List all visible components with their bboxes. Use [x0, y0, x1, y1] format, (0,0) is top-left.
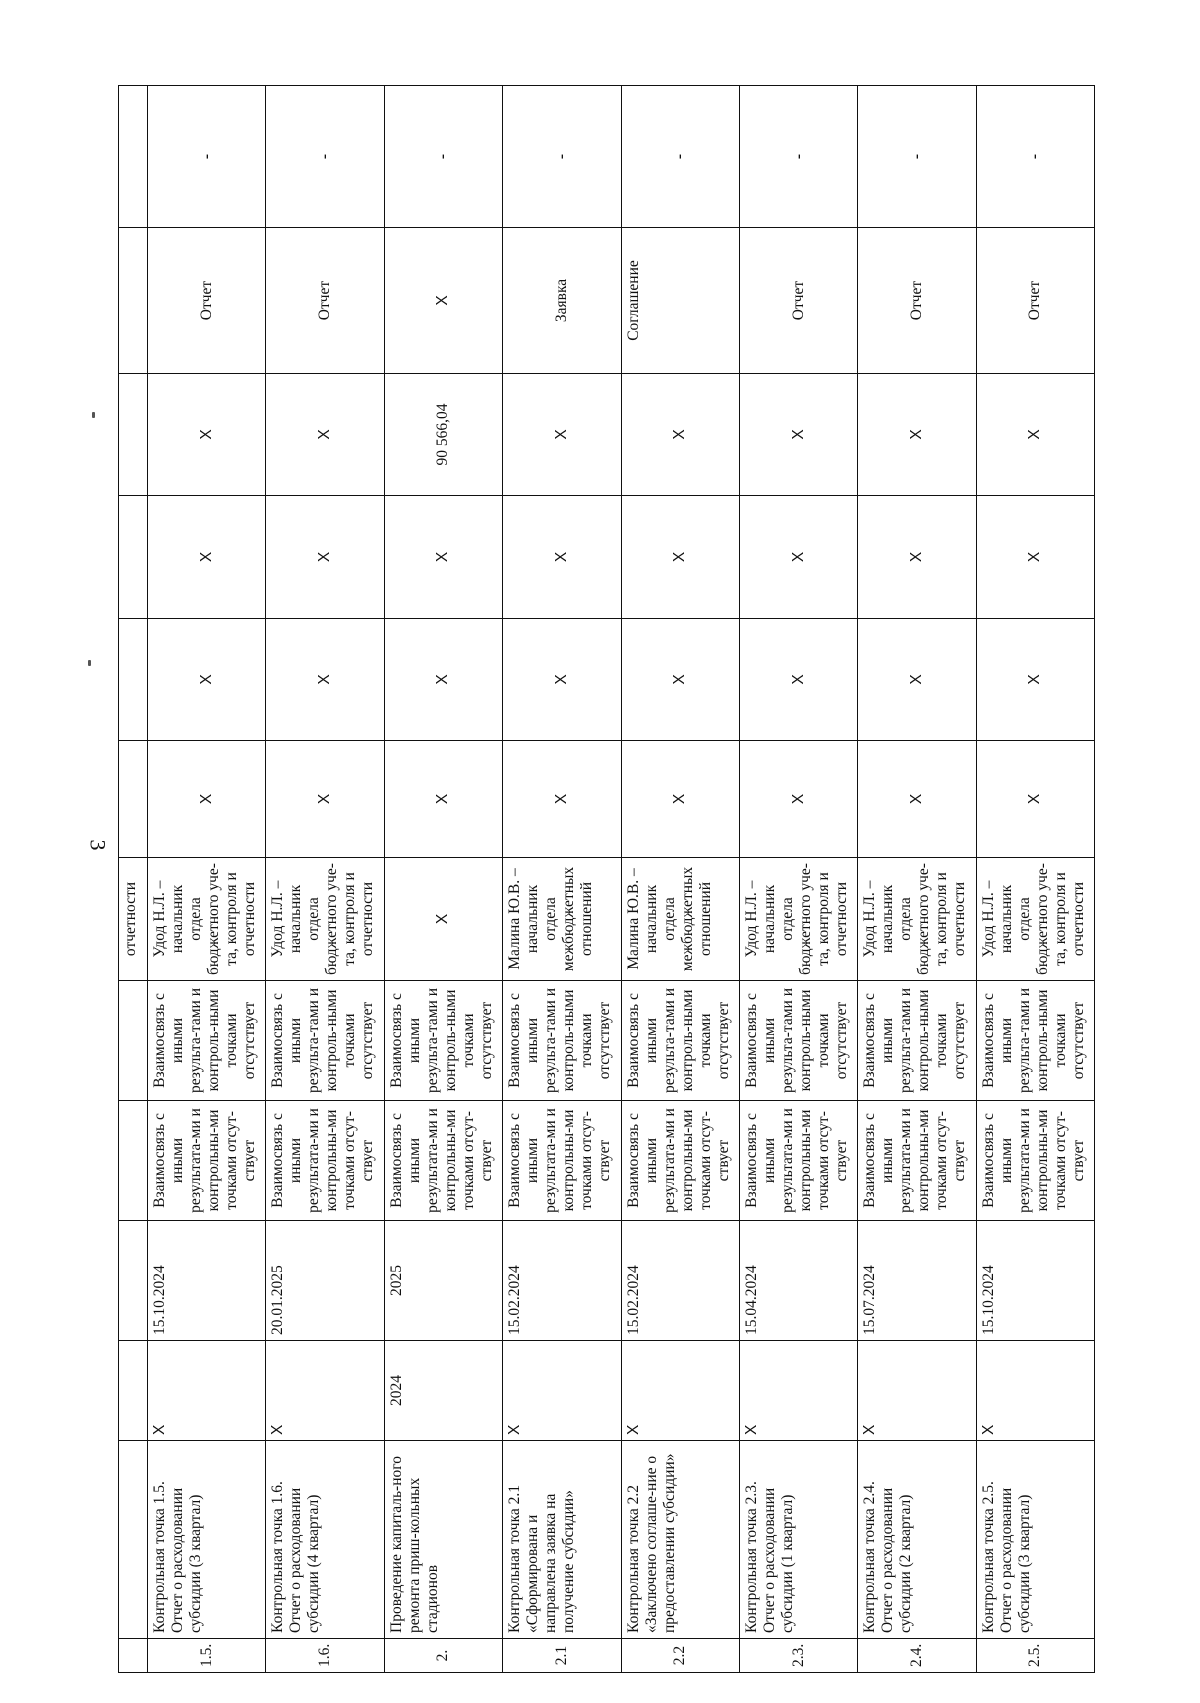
document-type: Заявка [503, 228, 621, 374]
table-row [266, 86, 384, 1673]
row-number: 2.1 [503, 1639, 621, 1673]
value-cell-2: X [858, 619, 976, 741]
last-cell: - [976, 86, 1094, 228]
end-date: 20.01.2025 [266, 1221, 384, 1341]
table-row [148, 86, 266, 1673]
link-next: Взаимосвязь с иными результа-тами и контроль-ными точками отсутствует [858, 981, 976, 1101]
start-date: X [621, 1341, 739, 1441]
start-date: X [976, 1341, 1094, 1441]
responsible-person: Удод Н.Л. – начальник отдела бюджетного уче-та, контроля и отчетности [148, 858, 266, 981]
start-date: 2024 [384, 1341, 502, 1441]
responsible-person: Удод Н.Л. – начальник отдела бюджетного уче-та, контроля и отчетности [739, 858, 857, 981]
responsible-person: X [384, 858, 502, 981]
value-cell-1: X [858, 741, 976, 858]
row-name: Контрольная точка 2.1 «Сформирована и направлена заявка на получение субсидии» [503, 1441, 621, 1639]
document-type: Отчет [858, 228, 976, 374]
responsible-person: Удод Н.Л. – начальник отдела бюджетного уче-та, контроля и отчетности [858, 858, 976, 981]
empty-cell [119, 741, 148, 858]
start-date: X [266, 1341, 384, 1441]
value-cell-2: X [621, 619, 739, 741]
empty-cell [119, 86, 148, 228]
responsible-person: Малина Ю.В. – начальник отдела межбюджетных отношений [621, 858, 739, 981]
link-next: Взаимосвязь с иными результа-тами и контроль-ными точками отсутствует [621, 981, 739, 1101]
value-cell-3: X [384, 496, 502, 619]
link-next: Взаимосвязь с иными результа-тами и контроль-ными точками отсутствует [739, 981, 857, 1101]
value-cell-4: X [858, 374, 976, 496]
link-next: Взаимосвязь с иными результа-тами и контроль-ными точками отсутствует [976, 981, 1094, 1101]
last-cell: - [148, 86, 266, 228]
value-cell-1: X [621, 741, 739, 858]
link-next: Взаимосвязь с иными результа-тами и контроль-ными точками отсутствует [266, 981, 384, 1101]
document-type: Отчет [266, 228, 384, 374]
table-row [384, 86, 502, 1673]
value-cell-4: X [621, 374, 739, 496]
responsible-person: Удод Н.Л. – начальник отдела бюджетного уче-та, контроля и отчетности [976, 858, 1094, 981]
value-cell-3: X [148, 496, 266, 619]
table-row [621, 86, 739, 1673]
end-date: 15.07.2024 [858, 1221, 976, 1341]
last-cell: - [503, 86, 621, 228]
start-date: X [858, 1341, 976, 1441]
row-number: 1.5. [148, 1639, 266, 1673]
row-number: 2.2 [621, 1639, 739, 1673]
row-name: Контрольная точка 2.3. Отчет о расходовании субсидии (1 квартал) [739, 1441, 857, 1639]
value-cell-1: X [976, 741, 1094, 858]
empty-cell [119, 1639, 148, 1673]
link-previous: Взаимосвязь с иными результата-ми и контрольны-ми точками отсут-ствует [503, 1101, 621, 1221]
last-cell: - [739, 86, 857, 228]
link-previous: Взаимосвязь с иными результата-ми и контрольны-ми точками отсут-ствует [621, 1101, 739, 1221]
end-date: 15.10.2024 [148, 1221, 266, 1341]
value-cell-4: X [739, 374, 857, 496]
value-cell-3: X [739, 496, 857, 619]
link-next: Взаимосвязь с иными результа-тами и контроль-ными точками отсутствует [384, 981, 502, 1101]
value-cell-2: X [148, 619, 266, 741]
row-name: Контрольная точка 2.5. Отчет о расходовании субсидии (3 квартал) [976, 1441, 1094, 1639]
empty-cell [119, 374, 148, 496]
end-date: 15.04.2024 [739, 1221, 857, 1341]
empty-cell [119, 1341, 148, 1441]
document-type: Отчет [976, 228, 1094, 374]
empty-cell [119, 981, 148, 1101]
page-number: 3 [85, 839, 111, 851]
end-date: 15.02.2024 [621, 1221, 739, 1341]
row-name: Контрольная точка 2.4. Отчет о расходовании субсидии (2 квартал) [858, 1441, 976, 1639]
empty-cell [119, 228, 148, 374]
row-name: Проведение капиталь-ного ремонта приш-кольных стадионов [384, 1441, 502, 1639]
responsible-continuation: отчетности [119, 858, 148, 981]
document-type: Соглашение [621, 228, 739, 374]
value-cell-1: X [384, 741, 502, 858]
link-previous: Взаимосвязь с иными результата-ми и контрольны-ми точками отсут-ствует [858, 1101, 976, 1221]
value-cell-4: 90 566,04 [384, 374, 502, 496]
empty-cell [119, 1101, 148, 1221]
last-cell: - [266, 86, 384, 228]
row-number: 2.4. [858, 1639, 976, 1673]
link-previous: Взаимосвязь с иными результата-ми и контрольны-ми точками отсут-ствует [739, 1101, 857, 1221]
link-next: Взаимосвязь с иными результа-тами и контроль-ными точками отсутствует [503, 981, 621, 1101]
link-previous: Взаимосвязь с иными результата-ми и контрольны-ми точками отсут-ствует [148, 1101, 266, 1221]
empty-cell [119, 619, 148, 741]
value-cell-3: X [858, 496, 976, 619]
value-cell-4: X [976, 374, 1094, 496]
link-previous: Взаимосвязь с иными результата-ми и контрольны-ми точками отсут-ствует [976, 1101, 1094, 1221]
value-cell-4: X [266, 374, 384, 496]
link-previous: Взаимосвязь с иными результата-ми и контрольны-ми точками отсут-ствует [266, 1101, 384, 1221]
document-type: Отчет [739, 228, 857, 374]
start-date: X [148, 1341, 266, 1441]
responsible-person: Малина Ю.В. – начальник отдела межбюджетных отношений [503, 858, 621, 981]
row-number: 2. [384, 1639, 502, 1673]
value-cell-3: X [976, 496, 1094, 619]
row-name: Контрольная точка 1.6. Отчет о расходовании субсидии (4 квартал) [266, 1441, 384, 1639]
table-row [503, 86, 621, 1673]
end-date: 2025 [384, 1221, 502, 1341]
rotated-table-container [118, 86, 1095, 1673]
value-cell-4: X [503, 374, 621, 496]
row-number: 1.6. [266, 1639, 384, 1673]
value-cell-2: X [266, 619, 384, 741]
value-cell-1: X [503, 741, 621, 858]
start-date: X [739, 1341, 857, 1441]
row-name: Контрольная точка 1.5. Отчет о расходовании субсидии (3 квартал) [148, 1441, 266, 1639]
row-name: Контрольная точка 2.2 «Заключено соглаше-ние о предоставлении субсидии» [621, 1441, 739, 1639]
value-cell-2: X [384, 619, 502, 741]
row-number: 2.3. [739, 1639, 857, 1673]
link-previous: Взаимосвязь с иными результата-ми и контрольны-ми точками отсут-ствует [384, 1101, 502, 1221]
row-number: 2.5. [976, 1639, 1094, 1673]
empty-cell [119, 496, 148, 619]
last-cell: - [384, 86, 502, 228]
value-cell-4: X [148, 374, 266, 496]
scan-speck [92, 412, 95, 418]
empty-cell [119, 1221, 148, 1341]
value-cell-1: X [148, 741, 266, 858]
link-next: Взаимосвязь с иными результа-тами и контроль-ными точками отсутствует [148, 981, 266, 1101]
table-row [739, 86, 857, 1673]
table-row [858, 86, 976, 1673]
empty-cell [119, 1441, 148, 1639]
document-type: Отчет [148, 228, 266, 374]
scan-speck [88, 660, 91, 666]
value-cell-3: X [621, 496, 739, 619]
header-continuation-row [119, 86, 148, 1673]
value-cell-3: X [266, 496, 384, 619]
start-date: X [503, 1341, 621, 1441]
document-type: X [384, 228, 502, 374]
value-cell-3: X [503, 496, 621, 619]
control-points-table [118, 85, 1095, 1673]
last-cell: - [858, 86, 976, 228]
value-cell-2: X [739, 619, 857, 741]
value-cell-1: X [266, 741, 384, 858]
table-row [976, 86, 1094, 1673]
value-cell-2: X [503, 619, 621, 741]
end-date: 15.10.2024 [976, 1221, 1094, 1341]
value-cell-2: X [976, 619, 1094, 741]
responsible-person: Удод Н.Л. – начальник отдела бюджетного уче-та, контроля и отчетности [266, 858, 384, 981]
end-date: 15.02.2024 [503, 1221, 621, 1341]
value-cell-1: X [739, 741, 857, 858]
last-cell: - [621, 86, 739, 228]
